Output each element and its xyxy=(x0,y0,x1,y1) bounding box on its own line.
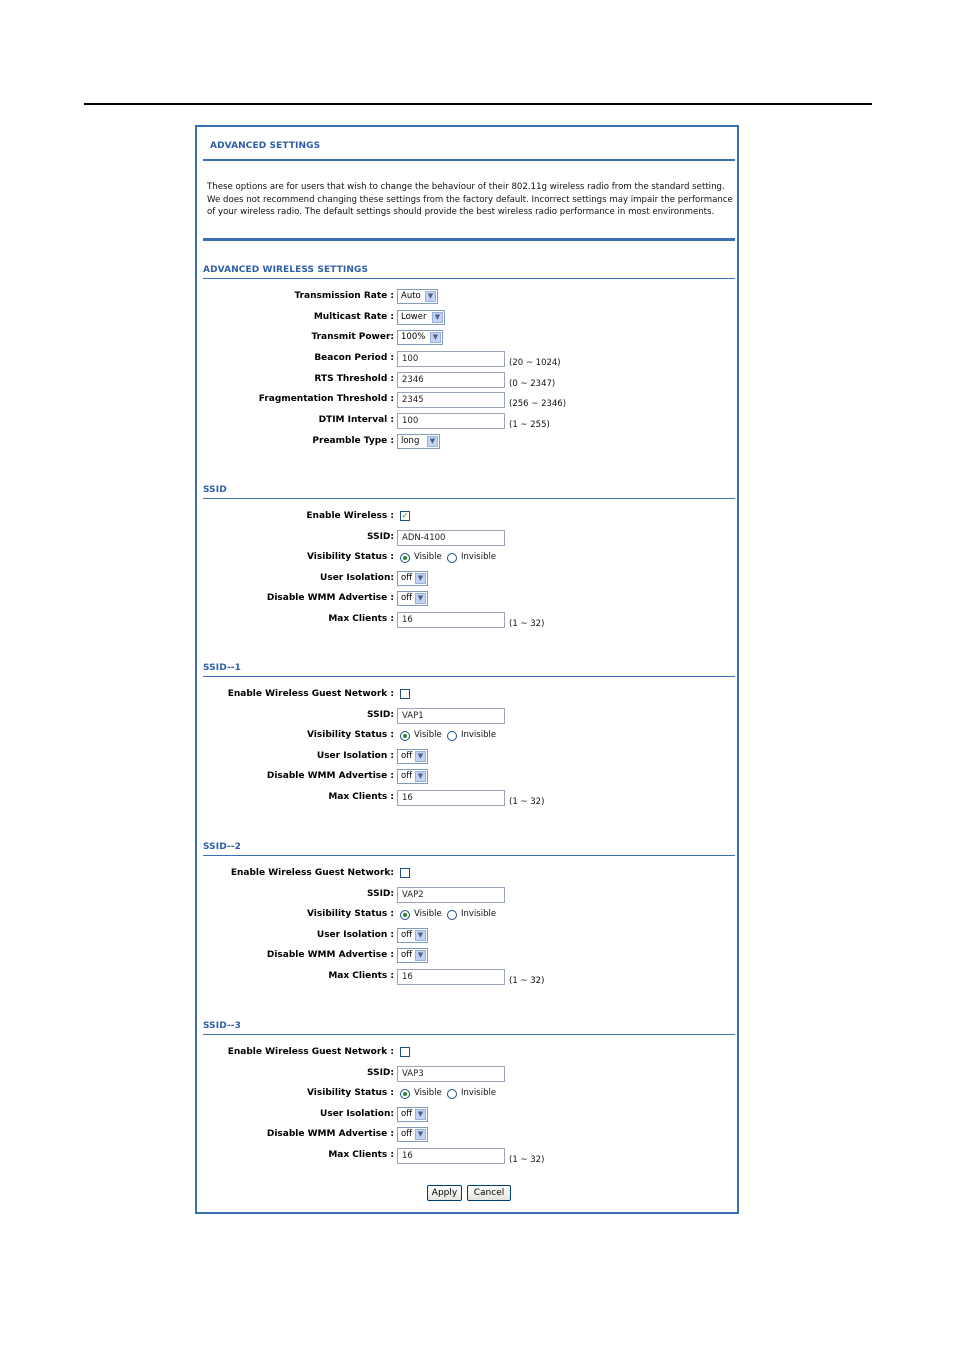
beacon-period-hint: (20 ~ 1024) xyxy=(509,358,561,368)
disable-wmm-value: off xyxy=(401,593,413,603)
multicast-rate-select[interactable] xyxy=(397,310,445,325)
preamble-type-value: long xyxy=(401,436,420,446)
max-clients-label: Max Clients : xyxy=(328,792,394,802)
ssid-label: SSID: xyxy=(367,1068,394,1078)
chevron-down-icon: ▼ xyxy=(415,930,426,941)
page-description: These options are for users that wish to change the behaviour of their 802.11g wireless radio from the standard setting. We does not recommend changing these settings from the factory default. Incorrect settings may impair the performance of your wireless radio. The default settings should provide the best wireless radio performance in most environments. xyxy=(207,182,733,217)
disable-wmm-select[interactable] xyxy=(397,769,428,784)
disable-wmm-label: Disable WMM Advertise : xyxy=(266,593,394,603)
visible-radio[interactable] xyxy=(400,1089,410,1099)
dtim-interval-label: DTIM Interval : xyxy=(318,415,394,425)
disable-wmm-label: Disable WMM Advertise : xyxy=(266,950,394,960)
invisible-radio-label: Invisible xyxy=(461,552,497,562)
visibility-status-label: Visibility Status : xyxy=(307,730,394,740)
fragmentation-threshold-input[interactable]: 2345 xyxy=(397,392,505,408)
chevron-down-icon: ▼ xyxy=(415,751,426,762)
max-clients-label: Max Clients : xyxy=(328,971,394,981)
page-top-rule xyxy=(84,103,872,105)
visibility-status-label: Visibility Status : xyxy=(307,1088,394,1098)
disable-wmm-value: off xyxy=(401,1129,413,1139)
transmit-power-value: 100% xyxy=(401,332,426,342)
ssid-input[interactable]: VAP3 xyxy=(397,1066,505,1082)
visible-radio[interactable] xyxy=(400,553,410,563)
rts-threshold-label: RTS Threshold : xyxy=(314,374,394,384)
chevron-down-icon: ▼ xyxy=(415,950,426,961)
disable-wmm-label: Disable WMM Advertise : xyxy=(266,1129,394,1139)
user-isolation-label: User Isolation: xyxy=(320,1109,394,1119)
visible-radio-label: Visible xyxy=(414,1088,442,1098)
section-rule xyxy=(203,676,735,677)
enable-guest-network-checkbox[interactable] xyxy=(400,868,410,878)
invisible-radio-label: Invisible xyxy=(461,909,497,919)
chevron-down-icon: ▼ xyxy=(415,1109,426,1120)
invisible-radio[interactable] xyxy=(447,731,457,741)
ssid-label: SSID: xyxy=(367,710,394,720)
max-clients-label: Max Clients : xyxy=(328,614,394,624)
disable-wmm-value: off xyxy=(401,771,413,781)
enable-guest-network-label: Enable Wireless Guest Network : xyxy=(227,1047,394,1057)
chevron-down-icon: ▼ xyxy=(427,436,438,447)
max-clients-input[interactable]: 16 xyxy=(397,612,505,628)
dtim-interval-input[interactable]: 100 xyxy=(397,413,505,429)
chevron-down-icon: ▼ xyxy=(432,312,443,323)
transmission-rate-label: Transmission Rate : xyxy=(294,291,394,301)
disable-wmm-value: off xyxy=(401,950,413,960)
user-isolation-value: off xyxy=(401,930,413,940)
max-clients-input[interactable]: 16 xyxy=(397,1148,505,1164)
fragmentation-threshold-label: Fragmentation Threshold : xyxy=(258,394,394,404)
disable-wmm-label: Disable WMM Advertise : xyxy=(266,771,394,781)
max-clients-input[interactable]: 16 xyxy=(397,969,505,985)
disable-wmm-select[interactable] xyxy=(397,591,428,606)
section-title-advanced: ADVANCED WIRELESS SETTINGS xyxy=(203,265,369,275)
user-isolation-label: User Isolation : xyxy=(316,751,394,761)
chevron-down-icon: ▼ xyxy=(415,593,426,604)
user-isolation-select[interactable] xyxy=(397,749,428,764)
beacon-period-input[interactable]: 100 xyxy=(397,351,505,367)
dtim-interval-hint: (1 ~ 255) xyxy=(509,420,550,430)
invisible-radio-label: Invisible xyxy=(461,1088,497,1098)
user-isolation-value: off xyxy=(401,751,413,761)
invisible-radio[interactable] xyxy=(447,553,457,563)
chevron-down-icon: ▼ xyxy=(415,771,426,782)
visible-radio[interactable] xyxy=(400,910,410,920)
invisible-radio[interactable] xyxy=(447,1089,457,1099)
visible-radio[interactable] xyxy=(400,731,410,741)
preamble-type-label: Preamble Type : xyxy=(312,436,394,446)
rts-threshold-hint: (0 ~ 2347) xyxy=(509,379,556,389)
invisible-radio[interactable] xyxy=(447,910,457,920)
chevron-down-icon: ▼ xyxy=(415,1129,426,1140)
enable-wireless-checkbox[interactable] xyxy=(400,511,410,521)
max-clients-hint: (1 ~ 32) xyxy=(509,797,545,807)
user-isolation-select[interactable] xyxy=(397,1107,428,1122)
ssid-input[interactable]: ADN-4100 xyxy=(397,530,505,546)
chevron-down-icon: ▼ xyxy=(430,332,441,343)
disable-wmm-select[interactable] xyxy=(397,948,428,963)
visible-radio-label: Visible xyxy=(414,909,442,919)
user-isolation-label: User Isolation : xyxy=(316,930,394,940)
fragmentation-threshold-hint: (256 ~ 2346) xyxy=(509,399,567,409)
checkmark-icon: ✓ xyxy=(401,511,409,520)
user-isolation-label: User Isolation: xyxy=(320,573,394,583)
visible-radio-label: Visible xyxy=(414,552,442,562)
multicast-rate-label: Multicast Rate : xyxy=(313,312,394,322)
user-isolation-select[interactable] xyxy=(397,928,428,943)
section-title-ssid: SSID xyxy=(203,485,227,495)
section-title-ssid-2: SSID--2 xyxy=(203,842,241,852)
preamble-type-select[interactable] xyxy=(397,434,440,449)
multicast-rate-value: Lower xyxy=(401,312,427,322)
max-clients-label: Max Clients : xyxy=(328,1150,394,1160)
enable-wireless-label: Enable Wireless : xyxy=(306,511,394,521)
disable-wmm-select[interactable] xyxy=(397,1127,428,1142)
page-title: ADVANCED SETTINGS xyxy=(210,141,321,151)
invisible-radio-label: Invisible xyxy=(461,730,497,740)
visible-radio-label: Visible xyxy=(414,730,442,740)
title-rule xyxy=(203,159,735,161)
ssid-label: SSID: xyxy=(367,532,394,542)
chevron-down-icon: ▼ xyxy=(415,573,426,584)
transmit-power-label: Transmit Power: xyxy=(311,332,394,342)
enable-guest-network-label: Enable Wireless Guest Network : xyxy=(227,689,394,699)
user-isolation-select[interactable] xyxy=(397,571,428,586)
user-isolation-value: off xyxy=(401,573,413,583)
cancel-button[interactable]: Cancel xyxy=(467,1185,511,1201)
section-rule xyxy=(203,498,735,499)
section-rule xyxy=(203,278,735,279)
transmission-rate-select[interactable] xyxy=(397,289,438,304)
enable-guest-network-checkbox[interactable] xyxy=(400,689,410,699)
section-title-ssid-1: SSID--1 xyxy=(203,663,241,673)
enable-guest-network-label: Enable Wireless Guest Network: xyxy=(230,868,394,878)
max-clients-input[interactable]: 16 xyxy=(397,790,505,806)
section-rule xyxy=(203,1034,735,1035)
transmission-rate-value: Auto xyxy=(401,291,421,301)
beacon-period-label: Beacon Period : xyxy=(314,353,394,363)
rts-threshold-input[interactable]: 2346 xyxy=(397,372,505,388)
chevron-down-icon: ▼ xyxy=(425,291,436,302)
ssid-input[interactable]: VAP1 xyxy=(397,708,505,724)
enable-guest-network-checkbox[interactable] xyxy=(400,1047,410,1057)
apply-button[interactable]: Apply xyxy=(427,1185,462,1201)
max-clients-hint: (1 ~ 32) xyxy=(509,1155,545,1165)
max-clients-hint: (1 ~ 32) xyxy=(509,619,545,629)
max-clients-hint: (1 ~ 32) xyxy=(509,976,545,986)
visibility-status-label: Visibility Status : xyxy=(307,552,394,562)
section-rule xyxy=(203,855,735,856)
transmit-power-select[interactable] xyxy=(397,330,443,345)
ssid-input[interactable]: VAP2 xyxy=(397,887,505,903)
description-rule xyxy=(203,238,735,241)
user-isolation-value: off xyxy=(401,1109,413,1119)
section-title-ssid-3: SSID--3 xyxy=(203,1021,241,1031)
visibility-status-label: Visibility Status : xyxy=(307,909,394,919)
ssid-label: SSID: xyxy=(367,889,394,899)
